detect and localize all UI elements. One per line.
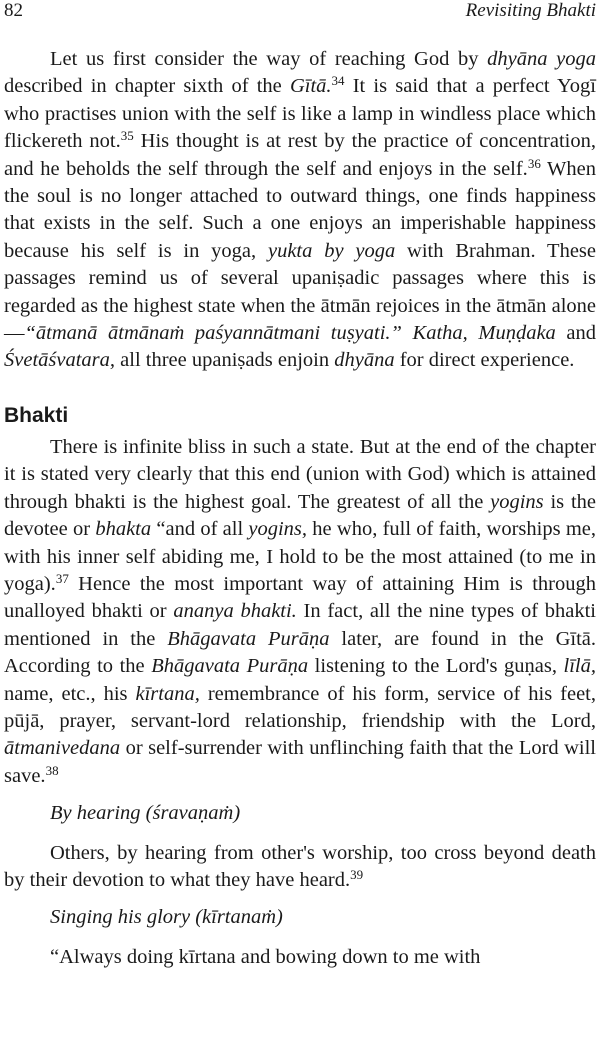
text-run: all three upaniṣads enjoin: [115, 349, 335, 372]
italic-term: Gītā.: [289, 75, 332, 98]
running-head: [0, 0, 600, 26]
italic-term: yogins: [490, 490, 544, 513]
italic-term: dhyāna: [334, 349, 395, 372]
text-run: remembrance of his form, service of his feet, pūjā, prayer, servant-lord relationship, friendship with the Lord,: [4, 682, 596, 732]
body-text: [4, 46, 596, 971]
text-run: “and of all: [151, 518, 249, 541]
text-run: and: [555, 322, 596, 345]
footnote-ref: 37: [55, 570, 69, 586]
italic-term: ananya bhakti.: [173, 600, 297, 623]
section-heading-bhakti: Bhakti: [4, 403, 69, 427]
paragraph-kirtana: [4, 944, 596, 971]
text-run: name, etc., his: [4, 682, 136, 705]
subheading-singing-glory: Singing his glory (kīrtanaṁ): [50, 906, 283, 929]
footnote-ref: 34: [331, 73, 345, 89]
text-run: His thought is at rest by the practice of concentration, and he beholds the self through the self and enjoys in the self.: [4, 130, 596, 180]
italic-term: ātmanivedana: [4, 737, 121, 760]
text-run: “Always doing kīrtana and bowing down to me with: [50, 945, 481, 968]
italic-term: “ātmanā ātmānaṁ paśyannātmani tuṣyati.” Katha, Muṇḍaka: [24, 322, 556, 345]
text-run: for direct experience.: [394, 349, 575, 372]
text-run: with Brahman. These passages remind us of several upaniṣadic passages where this is regarded as the highest state when the ātmān rejoices in the ātmān alone—: [4, 239, 596, 345]
text-run: It is said that a perfect Yogī who practises union with the self is like a lamp in windless place which flickereth not.: [4, 75, 597, 153]
italic-term: Bhāgavata Purāṇa: [151, 655, 309, 678]
italic-term: Bhāgavata Purāṇa: [167, 627, 330, 650]
text-run: In fact, all the nine types of bhakti mentioned in the: [4, 600, 597, 650]
italic-term: yukta by yoga: [267, 239, 396, 262]
text-run: When the soul is no longer attached to outward things, one finds happiness that exists in the self. Such a one enjoys an imperishable happiness because his self is in yoga,: [4, 157, 596, 262]
text-run: Hence the most important way of attaining Him is through unalloyed bhakti or: [4, 572, 596, 623]
paragraph-dhyana-yoga: [4, 46, 596, 375]
text-run: listening to the Lord's guṇas,: [308, 655, 564, 678]
running-title: Revisiting Bhakti: [465, 0, 596, 21]
paragraph-hearing: [4, 840, 596, 895]
text-run: or self-surrender with unflinching faith that the Lord will save.: [4, 737, 596, 787]
italic-term: kīrtana,: [135, 682, 200, 705]
italic-term: yogins,: [248, 518, 308, 541]
page-number: 82: [4, 0, 23, 21]
italic-term: bhakta: [95, 518, 152, 541]
text-run: is the devotee or: [4, 490, 596, 541]
text-run: There is infinite bliss in such a state. But at the end of the chapter it is stated very clearly that this end (union with God) which is attained through bhakti is the highest goal. The greatest of all the: [4, 435, 596, 513]
italic-term: dhyāna yoga: [487, 48, 596, 70]
text-run: later, are found in the Gītā. According to the: [4, 627, 596, 678]
text-run: Let us first consider the way of reaching God by: [50, 48, 488, 70]
text-run: Others, by hearing from other's worship, too cross beyond death by their devotion to what they have heard.: [4, 841, 596, 891]
paragraph-bhakti: [4, 434, 596, 790]
footnote-ref: 38: [45, 762, 59, 778]
italic-term: Śvetāśvatara,: [4, 349, 116, 372]
subheading-by-hearing: By hearing (śravaṇaṁ): [50, 802, 241, 825]
footnote-ref: 35: [120, 128, 134, 144]
italic-term: līlā,: [563, 655, 596, 678]
footnote-ref: 39: [350, 866, 364, 882]
text-run: he who, full of faith, worships me, with his inner self abiding me, I hold to be the most attained (to me in yoga).: [4, 518, 597, 595]
footnote-ref: 36: [527, 155, 541, 171]
text-run: described in chapter sixth of the: [4, 75, 290, 98]
